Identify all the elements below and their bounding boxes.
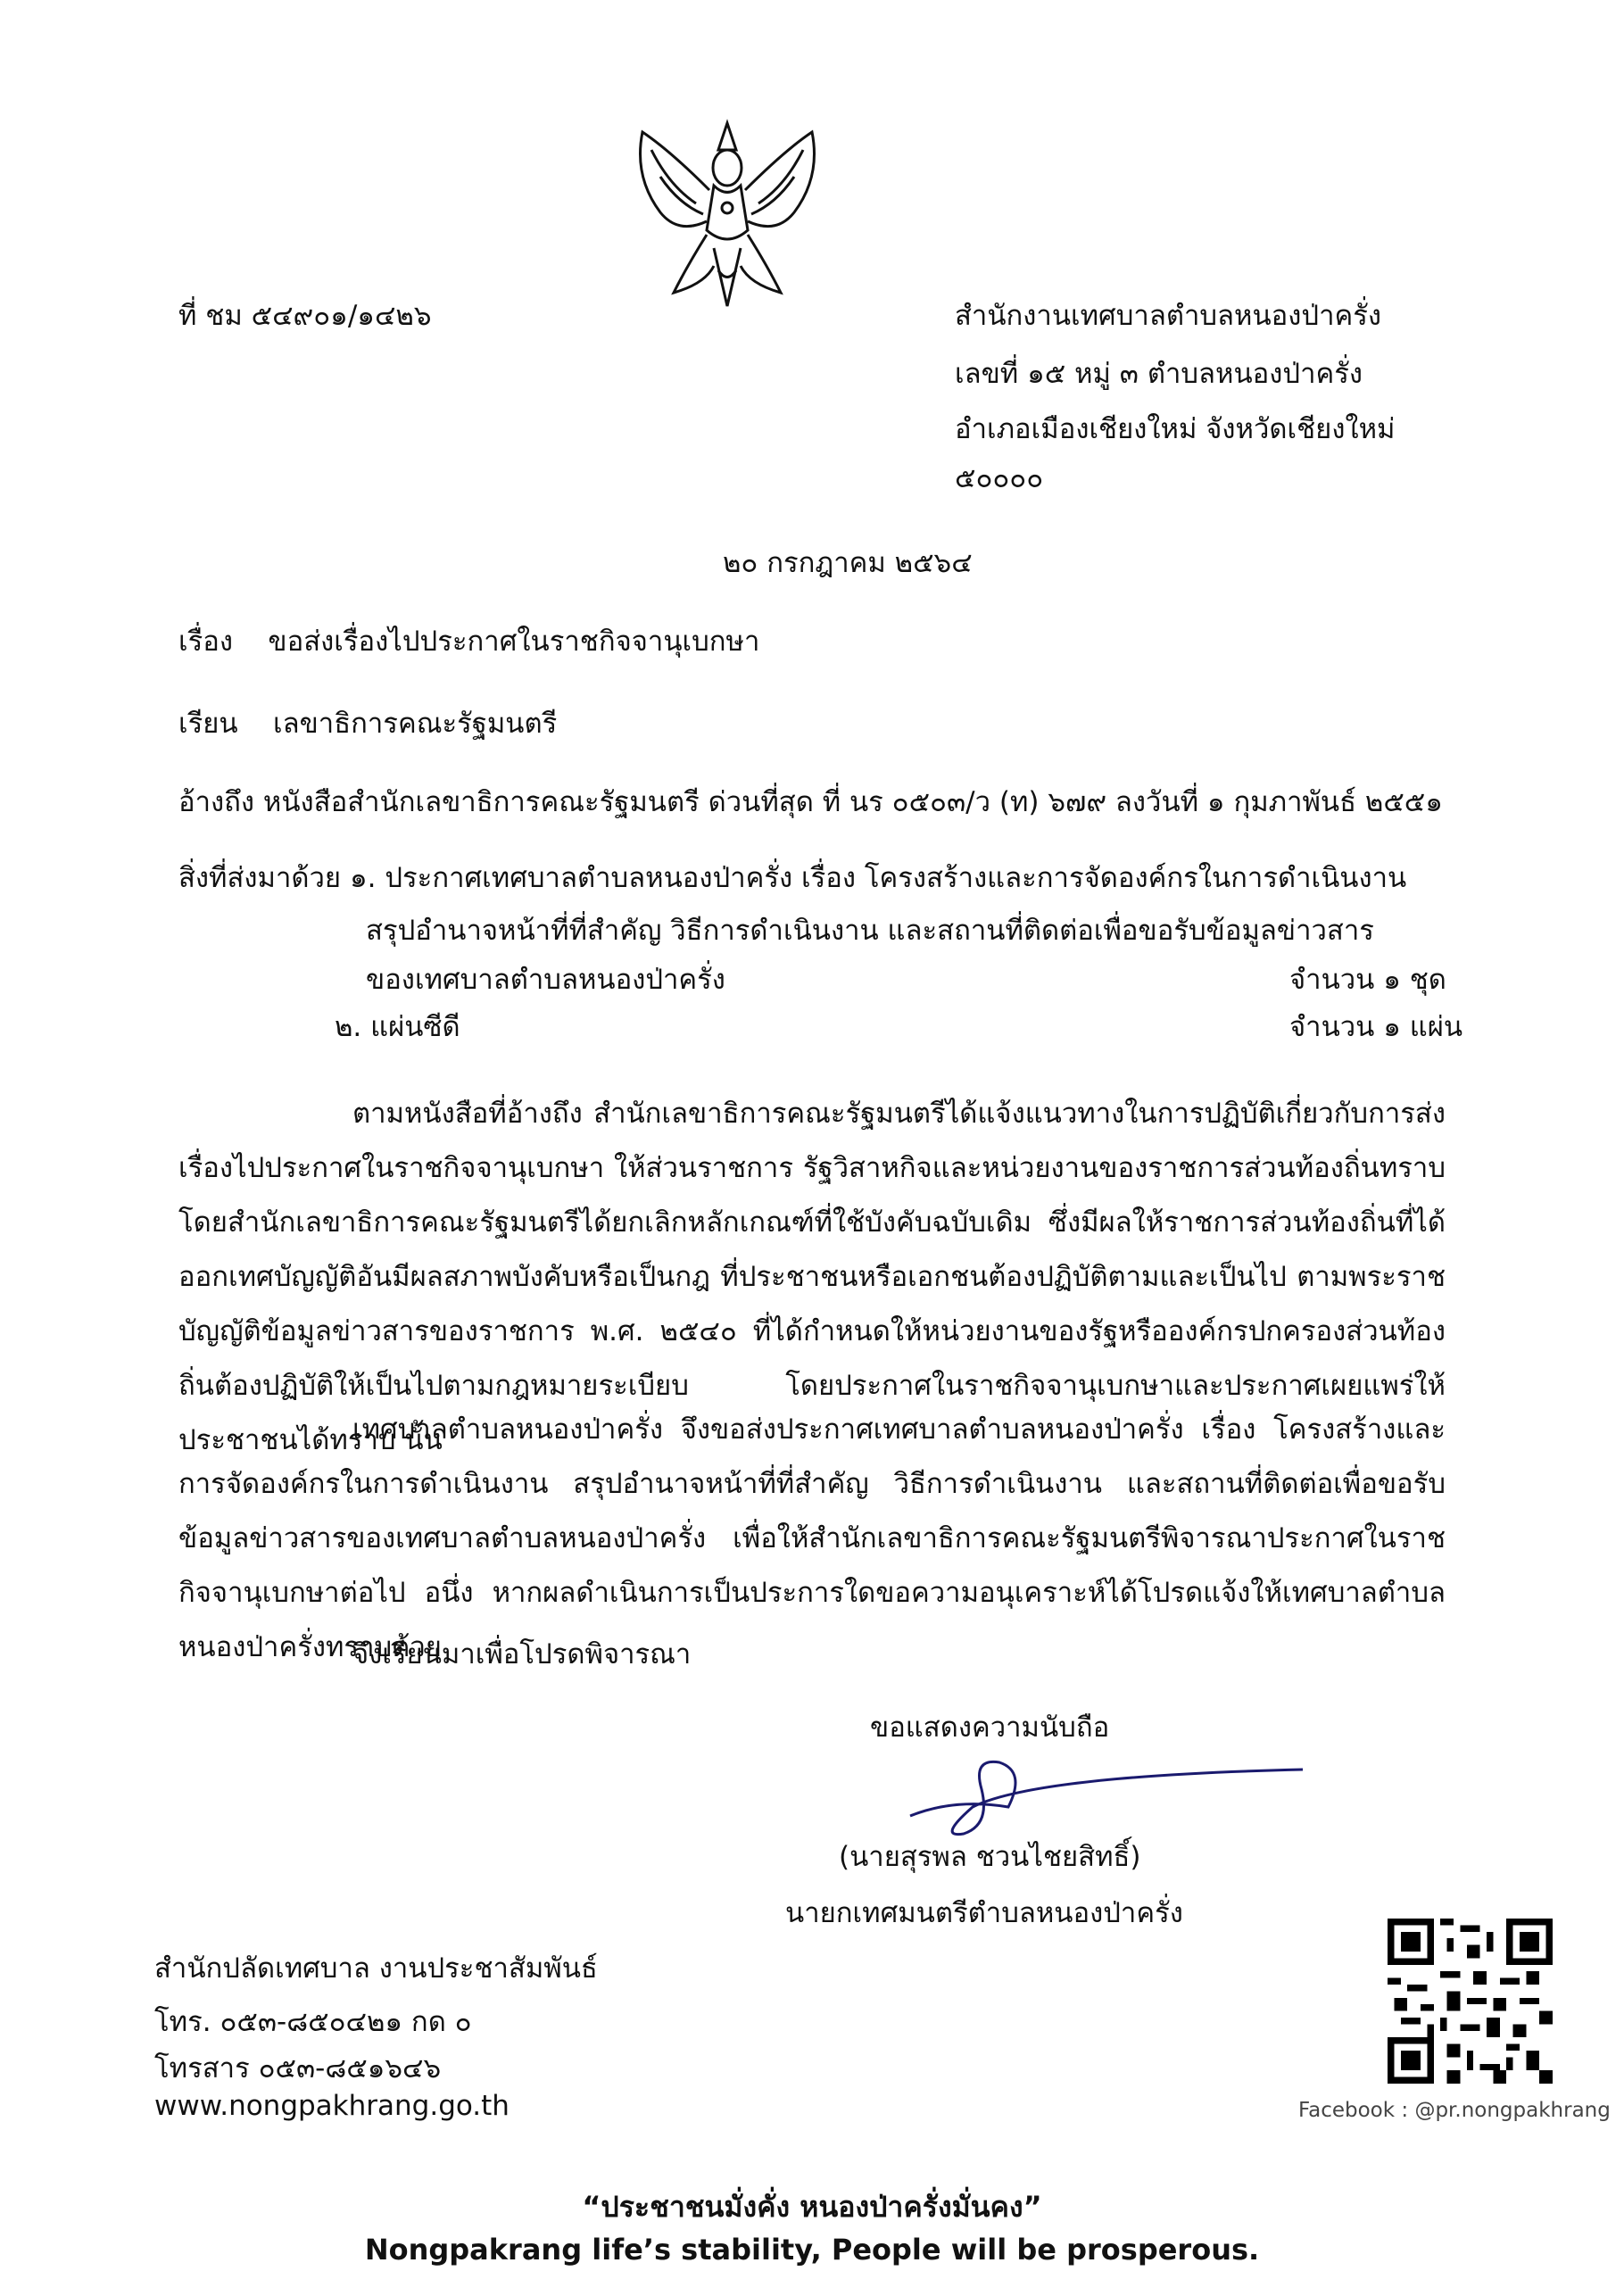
- closing-line: จึงเรียนมาเพื่อโปรดพิจารณา: [352, 1638, 692, 1670]
- signatory-name: (นายสุรพล ชวนไชยสิทธิ์): [839, 1841, 1141, 1873]
- contact-telephone: โทร. ๐๕๓-๘๕๐๔๒๑ กด ๐: [154, 2006, 472, 2038]
- enclosure-qty-2: จำนวน ๑ แผ่น: [1289, 1011, 1463, 1043]
- enclosure-line-1: สิ่งที่ส่งมาด้วย ๑. ประกาศเทศบาลตำบลหนองป่าครั่ง เรื่อง โครงสร้างและการจัดองค์กรในการดำเนินงาน: [178, 862, 1407, 894]
- office-address-line-1: สำนักงานเทศบาลตำบลหนองป่าครั่ง: [955, 300, 1382, 332]
- subject-line: เรื่อง ขอส่งเรื่องไปประกาศในราชกิจจานุเบกษา: [178, 626, 760, 658]
- slogan-thai: “ประชาชนมั่งคั่ง หนองป่าครั่งมั่นคง”: [582, 2190, 1042, 2224]
- recipient-line: เรียน เลขาธิการคณะรัฐมนตรี: [178, 708, 558, 740]
- enclosure-line-2: สรุปอำนาจหน้าที่ที่สำคัญ วิธีการดำเนินงาน และสถานที่ติดต่อเพื่อขอรับข้อมูลข่าวสาร: [366, 915, 1374, 947]
- website-link[interactable]: www.nongpakhrang.go.th: [154, 2090, 510, 2122]
- reference-number: ที่ ชม ๕๔๙๐๑/๑๔๒๖: [178, 300, 432, 332]
- reference-line: อ้างถึง หนังสือสำนักเลขาธิการคณะรัฐมนตรี ด่วนที่สุด ที่ นร ๐๕๐๓/ว (ท) ๖๗๙ ลงวันที่ ๑ กุมภาพันธ์ ๒๕๕๑: [178, 786, 1443, 818]
- signature-mark: [901, 1753, 1312, 1843]
- slogan-english: Nongpakrang life’s stability, People will be prosperous.: [364, 2233, 1260, 2267]
- enclosure-qty-1: จำนวน ๑ ชุด: [1289, 964, 1446, 996]
- office-address-line-3: อำเภอเมืองเชียงใหม่ จังหวัดเชียงใหม่: [955, 413, 1396, 445]
- signatory-position: นายกเทศมนตรีตำบลหนองป่าครั่ง: [785, 1897, 1183, 1929]
- letter-date: ๒๐ กรกฎาคม ๒๕๖๔: [723, 547, 973, 579]
- office-address-line-4: ๕๐๐๐๐: [955, 462, 1044, 494]
- body-paragraph-1-text: ตามหนังสือที่อ้างถึง สำนักเลขาธิการคณะรัฐมนตรีได้แจ้งแนวทางในการปฏิบัติเกี่ยวกับการส่งเรื่องไปประกาศในราชกิจจานุเบกษา ให้ส่วนราชการ รัฐวิสาหกิจและหน่วยงานของราชการส่วนท้องถิ่นทราบ โดยสำนักเลขาธิการคณะรัฐมนตรีได้ยกเลิกหลักเกณฑ์ที่ใช้บังคับฉบับเดิม ซึ่งมีผลให้ราชการส่วนท้องถิ่นที่ได้ ออกเทศบัญญัติอันมีผลสภาพบังคับหรือเป็นกฎ ที่ประชาชนหรือเอกชนต้องปฏิบัติตามและเป็นไป ตามพระราชบัญญัติข้อมูลข่าวสารของราชการ พ.ศ. ๒๕๔๐ ที่ได้กำหนดให้หน่วยงานของรัฐหรือองค์กรปกครองส่วนท้องถิ่นต้องปฏิบัติให้เป็นไปตามกฎหมายระเบียบ โดยประกาศในราชกิจจานุเบกษาและประกาศเผยแพร่ให้ประชาชนได้ทราบ นั้น: [178, 1098, 1446, 1456]
- contact-department: สำนักปลัดเทศบาล งานประชาสัมพันธ์: [154, 1952, 598, 1985]
- facebook-handle[interactable]: Facebook : @pr.nongpakhrang: [1298, 2099, 1611, 2122]
- contact-fax: โทรสาร ๐๕๓-๘๕๑๖๔๖: [154, 2052, 442, 2085]
- enclosure-line-3: ของเทศบาลตำบลหนองป่าครั่ง: [366, 964, 725, 996]
- body-paragraph-2-text: เทศบาลตำบลหนองป่าครั่ง จึงขอส่งประกาศเทศบาลตำบลหนองป่าครั่ง เรื่อง โครงสร้างและการจัดองค์กรในการดำเนินงาน สรุปอำนาจหน้าที่ที่สำคัญ วิธีการดำเนินงาน และสถานที่ติดต่อเพื่อขอรับข้อมูลข่าวสารของเทศบาลตำบลหนองป่าครั่ง เพื่อให้สำนักเลขาธิการคณะรัฐมนตรีพิจารณาประกาศในราชกิจจานุเบกษาต่อไป อนึ่ง หากผลดำเนินการเป็นประการใดขอความอนุเคราะห์ได้โปรดแจ้งให้เทศบาลตำบลหนองป่าครั่งทราบด้วย: [178, 1413, 1446, 1663]
- qr-code[interactable]: [1388, 1919, 1553, 2084]
- garuda-emblem: [625, 114, 830, 319]
- enclosure-line-4: ๒. แผ่นซีดี: [335, 1011, 460, 1043]
- office-address-line-2: เลขที่ ๑๕ หมู่ ๓ ตำบลหนองป่าครั่ง: [955, 358, 1363, 390]
- regards-line: ขอแสดงความนับถือ: [870, 1712, 1110, 1744]
